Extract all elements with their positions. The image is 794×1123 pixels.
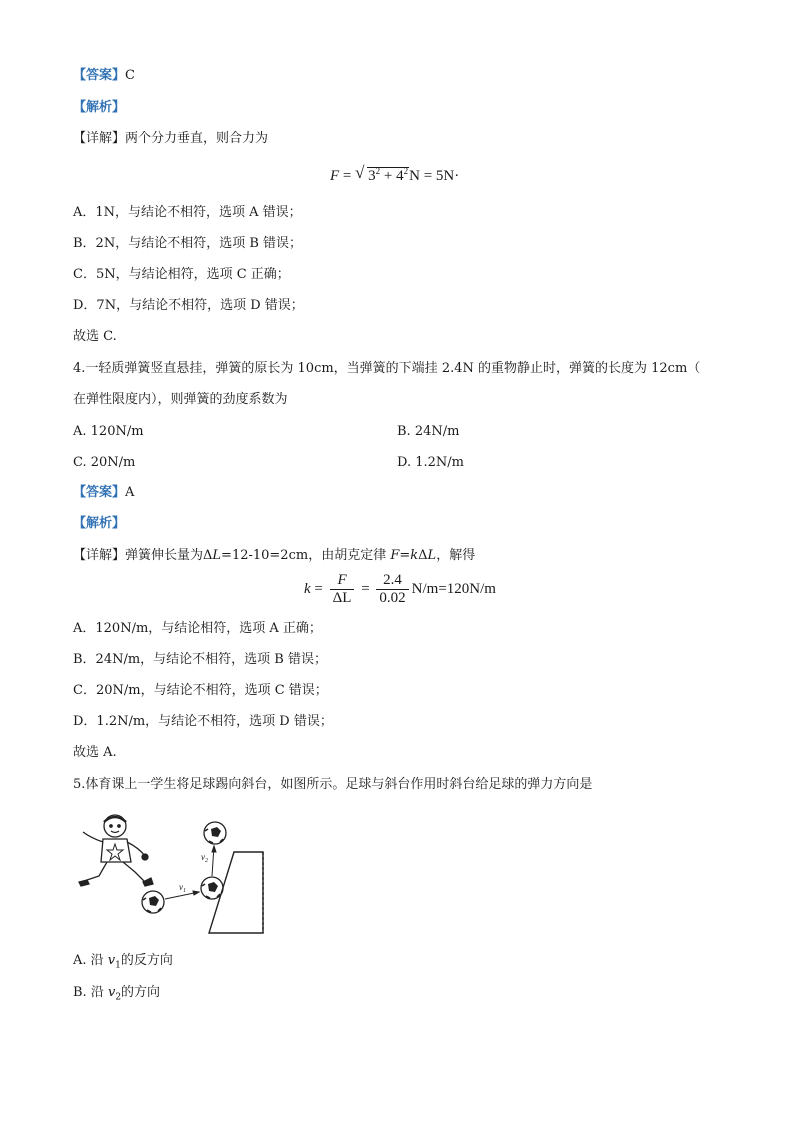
q5-choice-b xyxy=(73,985,160,1006)
choice-a-suffix: 的反方向 xyxy=(120,953,173,968)
formula-result: N = 5N xyxy=(409,168,455,184)
detail-text-3: = xyxy=(399,548,411,563)
q5-stem: 5.体育课上一学生将足球踢向斜台，如图所示。足球与斜台作用时斜台给足球的弹力方向是 xyxy=(73,777,593,792)
v2-letter: v xyxy=(201,852,205,862)
fraction-numerator-1: F xyxy=(330,572,355,590)
q3-option-a: A．1N，与结论不相符，选项 A 错误； xyxy=(73,205,302,220)
q3-option-b: B．2N，与结论不相符，选项 B 错误； xyxy=(73,236,303,251)
formula-lhs: k xyxy=(304,581,311,597)
q4-choice-b: B. 24N/m xyxy=(397,424,460,439)
v2-label xyxy=(201,852,208,864)
q4-option-c: C．20N/m，与结论不相符，选项 C 错误； xyxy=(73,683,328,698)
radicand-a: 3 xyxy=(368,168,376,184)
q4-formula xyxy=(304,572,496,607)
choice-a-symbol: v xyxy=(107,953,116,968)
v1-subscript: 1 xyxy=(183,888,186,894)
fraction-denominator-2: 0.02 xyxy=(379,590,406,606)
q3-option-c: C．5N，与结论相符，选项 C 正确； xyxy=(73,267,290,282)
q3-analysis-line xyxy=(73,100,125,116)
q3-conclusion: 故选 C. xyxy=(73,329,117,344)
detail-tag: 【详解】 xyxy=(73,131,126,146)
choice-a-prefix: A. 沿 xyxy=(73,953,108,968)
plus-sign: + xyxy=(380,168,397,184)
radicand-b: 4 xyxy=(396,168,404,184)
formula-equals-1: = xyxy=(310,581,327,597)
fraction-values xyxy=(376,572,408,607)
choice-b-symbol: v xyxy=(107,985,116,1000)
q4-choice-c: C. 20N/m xyxy=(73,455,136,470)
choice-b-subscript: 2 xyxy=(115,992,122,1003)
answer-tag: 【答案】 xyxy=(73,485,126,500)
detail-text-2: =12-10=2cm，由胡克定律 xyxy=(221,548,391,563)
detail-symbol-k: k xyxy=(410,548,419,563)
q4-option-a: A．120N/m，与结论相符，选项 A 正确； xyxy=(73,621,322,636)
q4-answer-line xyxy=(73,485,134,501)
choice-b-suffix: 的方向 xyxy=(121,985,161,1000)
v2-subscript: 2 xyxy=(205,858,208,864)
choice-b-prefix: B. 沿 xyxy=(73,985,108,1000)
analysis-tag: 【解析】 xyxy=(73,100,126,115)
answer-value: A xyxy=(125,485,135,500)
football-high xyxy=(204,822,226,844)
q4-choice-d: D. 1.2N/m xyxy=(397,455,464,470)
formula-equals: = xyxy=(339,168,356,184)
q4-option-b: B．24N/m，与结论不相符，选项 B 错误； xyxy=(73,652,327,667)
square-root: √ $3^2 + 4^2$ xyxy=(355,163,409,184)
fraction-force-over-length xyxy=(330,572,355,607)
detail-text-4: Δ xyxy=(418,548,428,563)
answer-value: C xyxy=(125,68,135,83)
football-at-ramp xyxy=(201,877,223,899)
q5-choice-a xyxy=(73,953,173,974)
child-figure xyxy=(79,815,153,886)
detail-text: 两个分力垂直，则合力为 xyxy=(125,131,269,146)
q4-conclusion: 故选 A. xyxy=(73,745,117,760)
q4-stem-line-2: 在弹性限度内），则弹簧的劲度系数为 xyxy=(73,392,288,407)
q3-option-d: D．7N，与结论不相符，选项 D 错误； xyxy=(73,298,304,313)
detail-symbol-l-2: L xyxy=(427,548,437,563)
detail-symbol-l: L xyxy=(212,548,222,563)
formula-result: N/m=120N/m xyxy=(411,581,496,597)
v1-label xyxy=(179,882,186,894)
q5-figure xyxy=(73,812,273,940)
fraction-numerator-2: 2.4 xyxy=(376,572,408,590)
q4-analysis-line xyxy=(73,516,125,532)
detail-tag: 【详解】 xyxy=(73,548,126,563)
q4-detail-line xyxy=(73,548,475,564)
detail-symbol-f: F xyxy=(390,548,400,563)
football-low xyxy=(142,891,164,913)
q4-stem-line-1: 4.一轻质弹簧竖直悬挂，弹簧的原长为 10cm，当弹簧的下端挂 2.4N 的重物静止时，弹簧的长度为 12cm（ xyxy=(73,361,701,376)
choice-a-subscript: 1 xyxy=(115,960,121,971)
q4-choice-a: A. 120N/m xyxy=(73,424,144,439)
v1-letter: v xyxy=(179,882,183,892)
q3-answer-line xyxy=(73,68,135,84)
formula-tail: · xyxy=(454,168,460,184)
q3-detail-line xyxy=(73,131,268,147)
detail-text-1: 弹簧伸长量为Δ xyxy=(125,548,213,563)
fraction-denominator-1: ΔL xyxy=(332,590,352,606)
formula-lhs: F xyxy=(330,168,340,184)
radical-sign-icon: √ xyxy=(355,163,365,182)
answer-tag: 【答案】 xyxy=(73,68,126,83)
formula-equals-2: = xyxy=(357,581,374,597)
q4-option-d: D．1.2N/m，与结论不相符，选项 D 错误； xyxy=(73,714,333,729)
analysis-tag: 【解析】 xyxy=(73,516,126,531)
q3-formula xyxy=(330,163,460,185)
detail-text-5: ，解得 xyxy=(436,548,476,563)
